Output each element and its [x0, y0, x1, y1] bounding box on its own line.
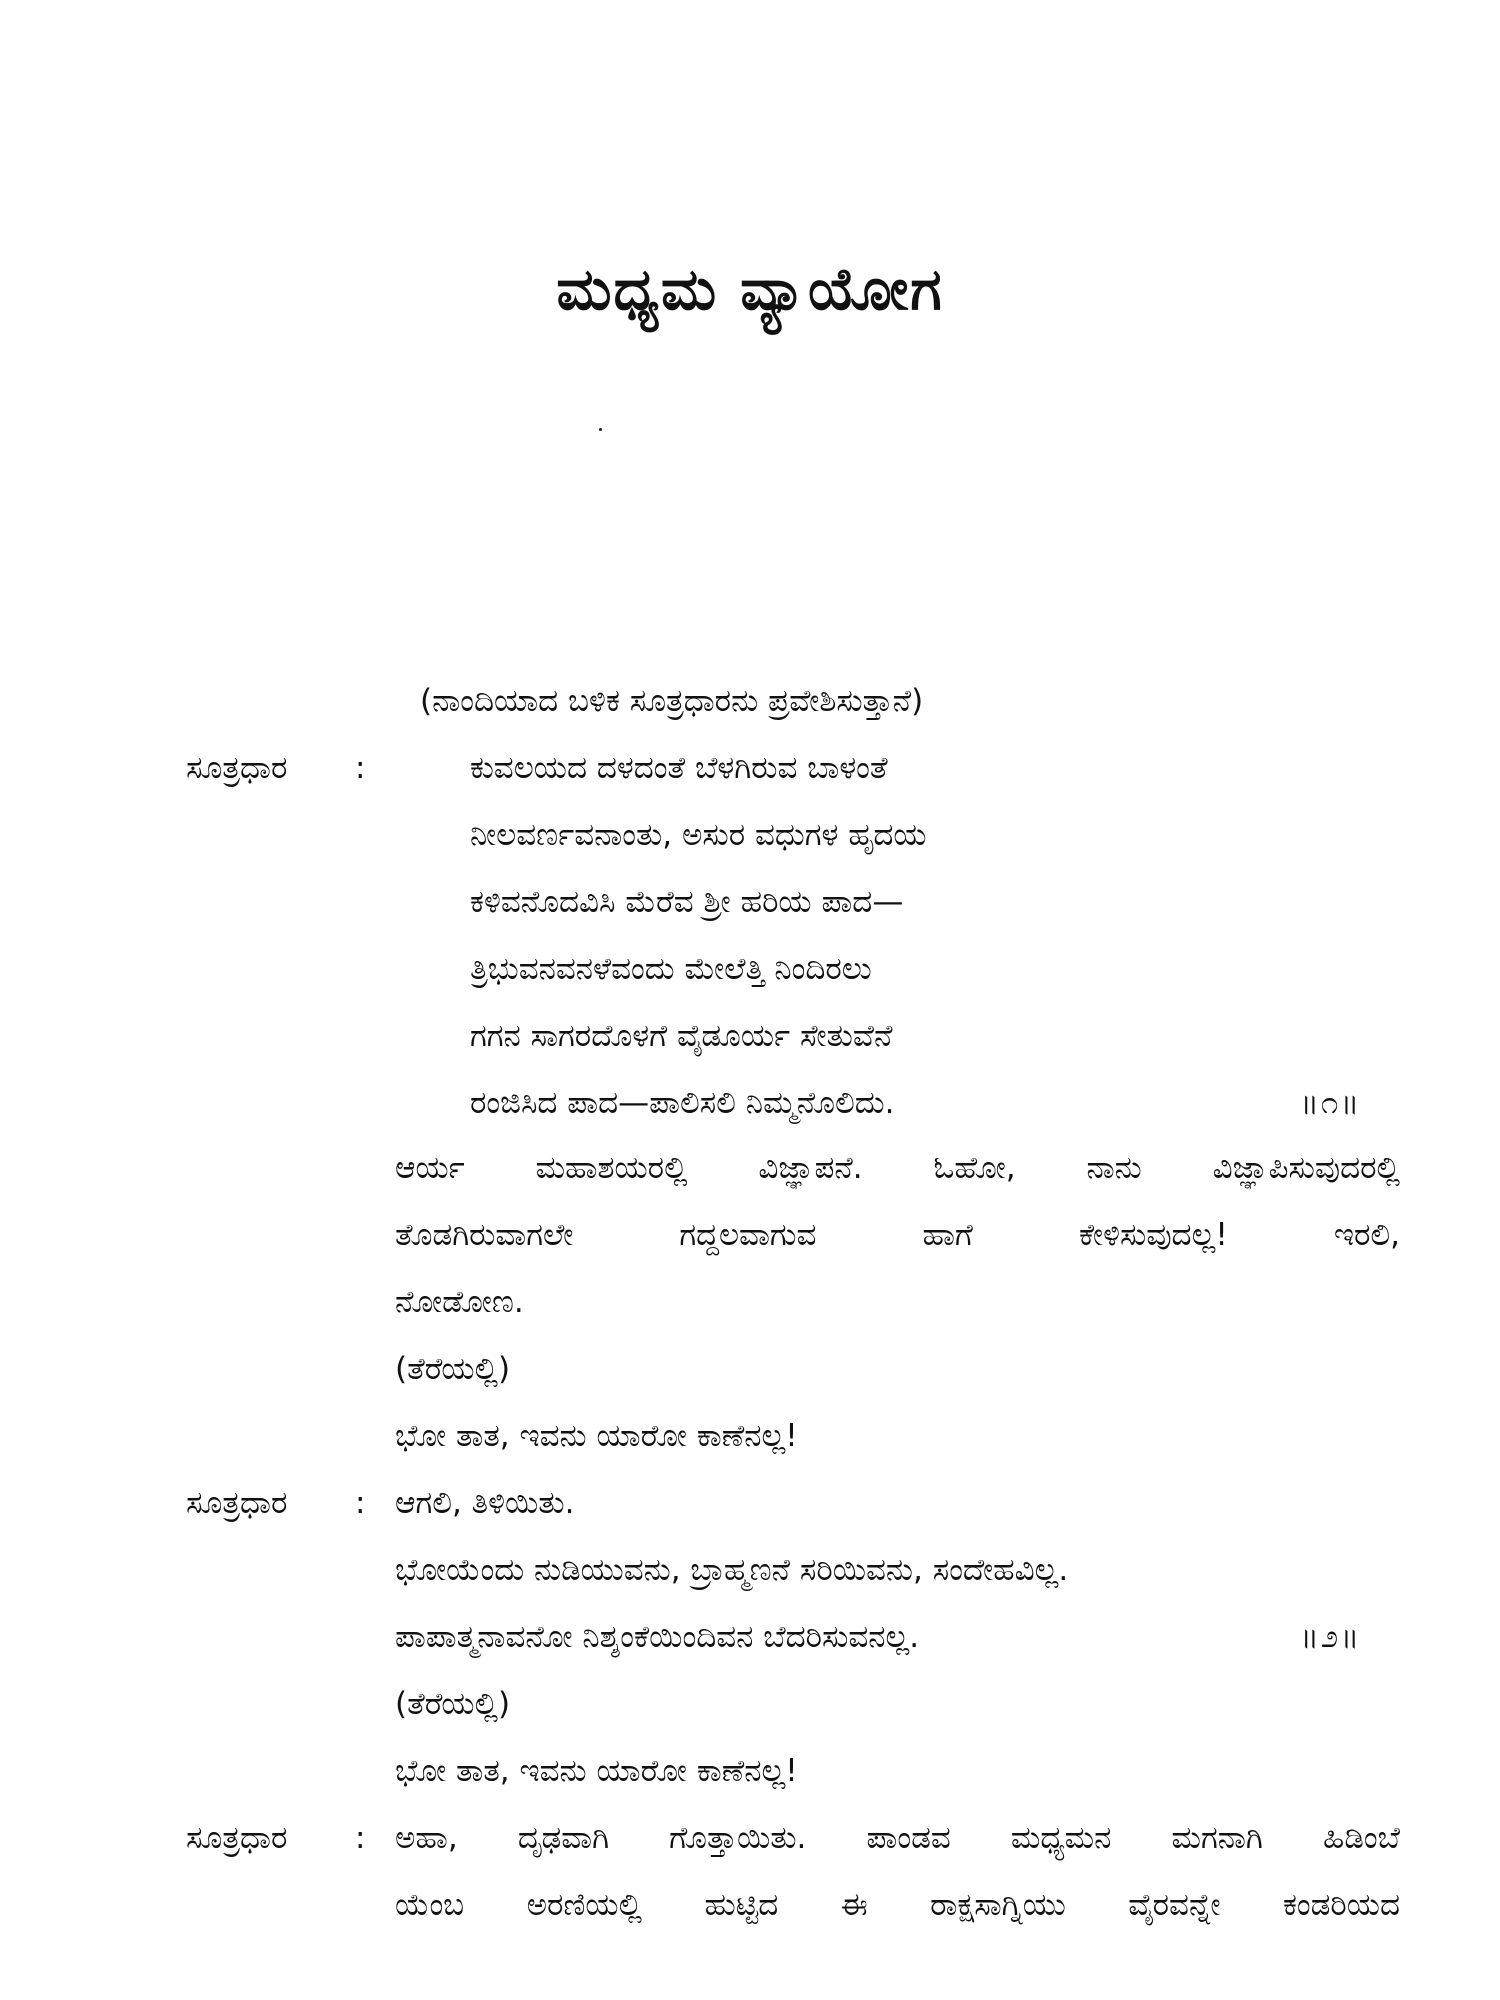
verse1-line: ಗಗನ ಸಾಗರದೊಳಗೆ ವೈಡೂರ್ಯ ಸೇತುವೆನೆ: [470, 1018, 893, 1054]
verse-number: ॥೨॥: [1300, 1619, 1362, 1655]
verse2-line: ಪಾಪಾತ್ಮನಾವನೋ ನಿಶ್ಶಂಕೆಯಿಂದಿವನ ಬೆದರಿಸುವನಲ್ಲ.: [395, 1619, 920, 1655]
prose-line: ಆರ್ಯ ಮಹಾಶಯರಲ್ಲಿ ವಿಜ್ಞಾಪನೆ. ಓಹೋ, ನಾನು ವಿಜ್ಞಾಪಿಸುವುದರಲ್ಲಿ: [395, 1150, 1400, 1186]
speaker-label: ಸೂತ್ರಧಾರ: [186, 750, 288, 786]
speaker-label: ಸೂತ್ರಧಾರ: [186, 1485, 288, 1521]
speaker-colon: :: [355, 1820, 366, 1856]
verse1-line: ಕಳಿವನೊದವಿಸಿ ಮೆರೆವ ಶ್ರೀ ಹರಿಯ ಪಾದ—: [470, 884, 904, 920]
speaker-colon: :: [355, 750, 366, 786]
verse1-line: ರಂಜಿಸಿದ ಪಾದ—ಪಾಲಿಸಲಿ ನಿಮ್ಮನೊಲಿದು.: [470, 1085, 895, 1121]
stage-direction: (ತೆರೆಯಲ್ಲಿ): [395, 1351, 511, 1387]
verse1-line: ಕುವಲಯದ ದಳದಂತೆ ಬೆಳಗಿರುವ ಬಾಳಂತೆ: [470, 750, 888, 786]
speaker-colon: :: [355, 1485, 366, 1521]
verse2-line: ಭೋಯೆಂದು ನುಡಿಯುವನು, ಬ್ರಾಹ್ಮಣನೆ ಸರಿಯಿವನು, ಸಂದೇಹವಿಲ್ಲ.: [395, 1552, 1069, 1588]
speaker-label: ಸೂತ್ರಧಾರ: [186, 1820, 288, 1856]
stage-direction-intro: (ನಾಂದಿಯಾದ ಬಳಿಕ ಸೂತ್ರಧಾರನು ಪ್ರವೇಶಿಸುತ್ತಾನೆ): [420, 683, 924, 719]
page-title: ಮಧ್ಯಮ ವ್ಯಾಯೋಗ: [556, 255, 944, 323]
prose-line: ನೋಡೋಣ.: [395, 1284, 524, 1320]
speech-line: ಯೆಂಬ ಅರಣಿಯಲ್ಲಿ ಹುಟ್ಟಿದ ಈ ರಾಕ್ಷಸಾಗ್ನಿಯು ವೈರವನ್ನೇ ಕಂಡರಿಯದ: [395, 1887, 1400, 1923]
speech-line: ಅಹಾ, ದೃಢವಾಗಿ ಗೊತ್ತಾಯಿತು. ಪಾಂಡವ ಮಧ್ಯಮನ ಮಗನಾಗಿ ಹಿಡಿಂಬೆ: [395, 1820, 1400, 1856]
offstage-cry: ಭೋ ತಾತ, ಇವನು ಯಾರೋ ಕಾಣೆನಲ್ಲ!: [395, 1418, 798, 1454]
ink-speck: [599, 428, 602, 431]
offstage-cry: ಭೋ ತಾತ, ಇವನು ಯಾರೋ ಕಾಣೆನಲ್ಲ!: [395, 1753, 798, 1789]
speech-line: ಆಗಲಿ, ತಿಳಿಯಿತು.: [395, 1485, 575, 1521]
prose-line: ತೊಡಗಿರುವಾಗಲೇ ಗದ್ದಲವಾಗುವ ಹಾಗೆ ಕೇಳಿಸುವುದಲ್ಲ! ಇರಲಿ,: [395, 1217, 1400, 1253]
verse1-line: ನೀಲವರ್ಣವನಾಂತು, ಅಸುರ ವಧುಗಳ ಹೃದಯ: [470, 817, 927, 853]
verse1-line: ತ್ರಿಭುವನವನಳೆವಂದು ಮೇಲೆತ್ತಿ ನಿಂದಿರಲು: [470, 951, 872, 987]
stage-direction: (ತೆರೆಯಲ್ಲಿ): [395, 1686, 511, 1722]
verse-number: ॥೧॥: [1300, 1085, 1362, 1121]
